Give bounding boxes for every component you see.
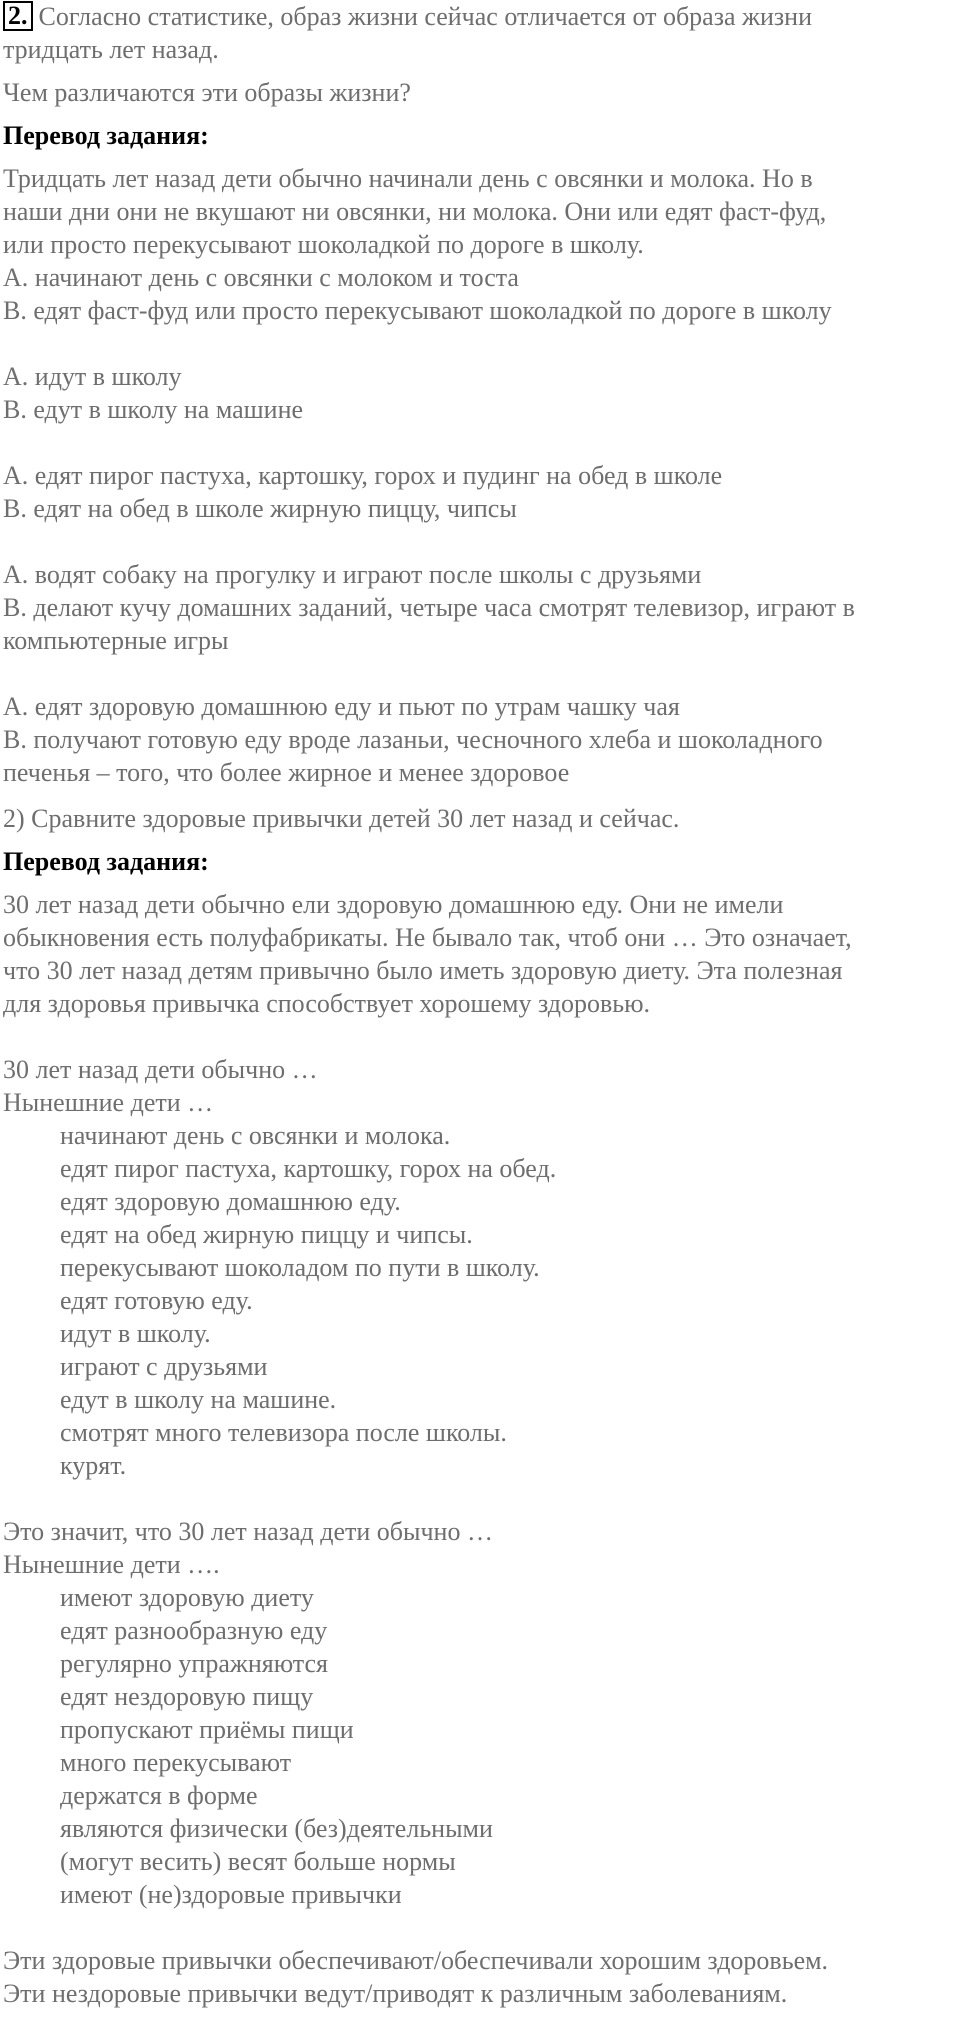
list-item: начинают день с овсянки и молока. <box>60 1121 451 1150</box>
list-item: едят на обед жирную пиццу и чипсы. <box>60 1220 473 1249</box>
list-head: 30 лет назад дети обычно … <box>3 1055 318 1084</box>
pair-line: B. едят на обед в школе жирную пиццу, чипсы <box>3 494 517 523</box>
list-item: курят. <box>60 1451 127 1480</box>
task-intro-text-1: Согласно статистике, образ жизни сейчас отличается от образа жизни <box>38 2 813 31</box>
document-page <box>3 0 957 2010</box>
conclusion-line: Эти нездоровые привычки ведут/приводят к различным заболеваниям. <box>3 1979 788 2008</box>
list-1 <box>3 1053 957 1482</box>
list-item: едят нездоровую пищу <box>60 1682 314 1711</box>
list-item: едят здоровую домашнюю еду. <box>60 1187 401 1216</box>
pair-line: A. водят собаку на прогулку и играют после школы с друзьями <box>3 560 702 589</box>
pair-line: A. едят пирог пастуха, картошку, горох и пудинг на обед в школе <box>3 461 723 490</box>
pair-line: A. идут в школу <box>3 362 182 391</box>
text-line: 30 лет назад дети обычно ели здоровую домашнюю еду. Они не имели <box>3 890 784 919</box>
task-number-box: 2. <box>3 1 33 31</box>
text-line: Тридцать лет назад дети обычно начинали день с овсянки и молока. Но в <box>3 164 813 193</box>
list-item: едят разнообразную еду <box>60 1616 328 1645</box>
list-item: имеют здоровую диету <box>60 1583 314 1612</box>
pair-3 <box>3 459 957 525</box>
pair-line: A. едят здоровую домашнюю еду и пьют по утрам чашку чая <box>3 692 680 721</box>
translation-text-2 <box>3 888 957 1020</box>
list-item: играют с друзьями <box>60 1352 268 1381</box>
list-item: регулярно упражняются <box>60 1649 328 1678</box>
list-item: имеют (не)здоровые привычки <box>60 1880 402 1909</box>
list-item: едят готовую еду. <box>60 1286 253 1315</box>
list-2 <box>3 1515 957 1911</box>
list-item: пропускают приёмы пищи <box>60 1715 354 1744</box>
pair-1 <box>3 261 957 327</box>
pair-2 <box>3 360 957 426</box>
list-item: (могут весить) весят больше нормы <box>60 1847 456 1876</box>
task-intro-line-1 <box>3 0 957 33</box>
pair-line: B. получают готовую еду вроде лазаньи, чесночного хлеба и шоколадного <box>3 725 823 754</box>
text-line: обыкновения есть полуфабрикаты. Не бывало так, чтоб они … Это означает, <box>3 923 852 952</box>
list-item: много перекусывают <box>60 1748 292 1777</box>
translation-heading-1: Перевод задания: <box>3 121 209 150</box>
pair-4 <box>3 558 957 657</box>
pair-line: B. едят фаст-фуд или просто перекусывают шоколадкой по дороге в школу <box>3 296 832 325</box>
list-item: держатся в форме <box>60 1781 258 1810</box>
task-question: Чем различаются эти образы жизни? <box>3 78 411 107</box>
list-head: Нынешние дети …. <box>3 1550 220 1579</box>
pair-line: B. делают кучу домашних заданий, четыре часа смотрят телевизор, играют в <box>3 593 855 622</box>
pair-line: компьютерные игры <box>3 626 229 655</box>
list-item: смотрят много телевизора после школы. <box>60 1418 507 1447</box>
list-item: являются физически (без)деятельными <box>60 1814 493 1843</box>
text-line: что 30 лет назад детям привычно было иметь здоровую диету. Эта полезная <box>3 956 843 985</box>
text-line: или просто перекусывают шоколадкой по дороге в школу. <box>3 230 644 259</box>
pair-line: печенья – того, что более жирное и менее здоровое <box>3 758 570 787</box>
list-item: идут в школу. <box>60 1319 211 1348</box>
list-head: Это значит, что 30 лет назад дети обычно … <box>3 1517 493 1546</box>
text-line: для здоровья привычка способствует хорошему здоровью. <box>3 989 651 1018</box>
conclusion-line: Эти здоровые привычки обеспечивают/обеспечивали хорошим здоровьем. <box>3 1946 829 1975</box>
translation-text-1 <box>3 162 957 261</box>
translation-heading-2: Перевод задания: <box>3 847 209 876</box>
list-item: едут в школу на машине. <box>60 1385 337 1414</box>
pair-line: A. начинают день с овсянки с молоком и тоста <box>3 263 519 292</box>
list-head: Нынешние дети … <box>3 1088 214 1117</box>
text-line: наши дни они не вкушают ни овсянки, ни молока. Они или едят фаст-фуд, <box>3 197 827 226</box>
task-intro-line-2: тридцать лет назад. <box>3 35 219 64</box>
pair-line: B. едут в школу на машине <box>3 395 304 424</box>
list-item: едят пирог пастуха, картошку, горох на обед. <box>60 1154 557 1183</box>
conclusion <box>3 1944 957 2010</box>
list-item: перекусывают шоколадом по пути в школу. <box>60 1253 540 1282</box>
pair-5 <box>3 690 957 789</box>
subtask-2: 2) Сравните здоровые привычки детей 30 лет назад и сейчас. <box>3 804 680 833</box>
